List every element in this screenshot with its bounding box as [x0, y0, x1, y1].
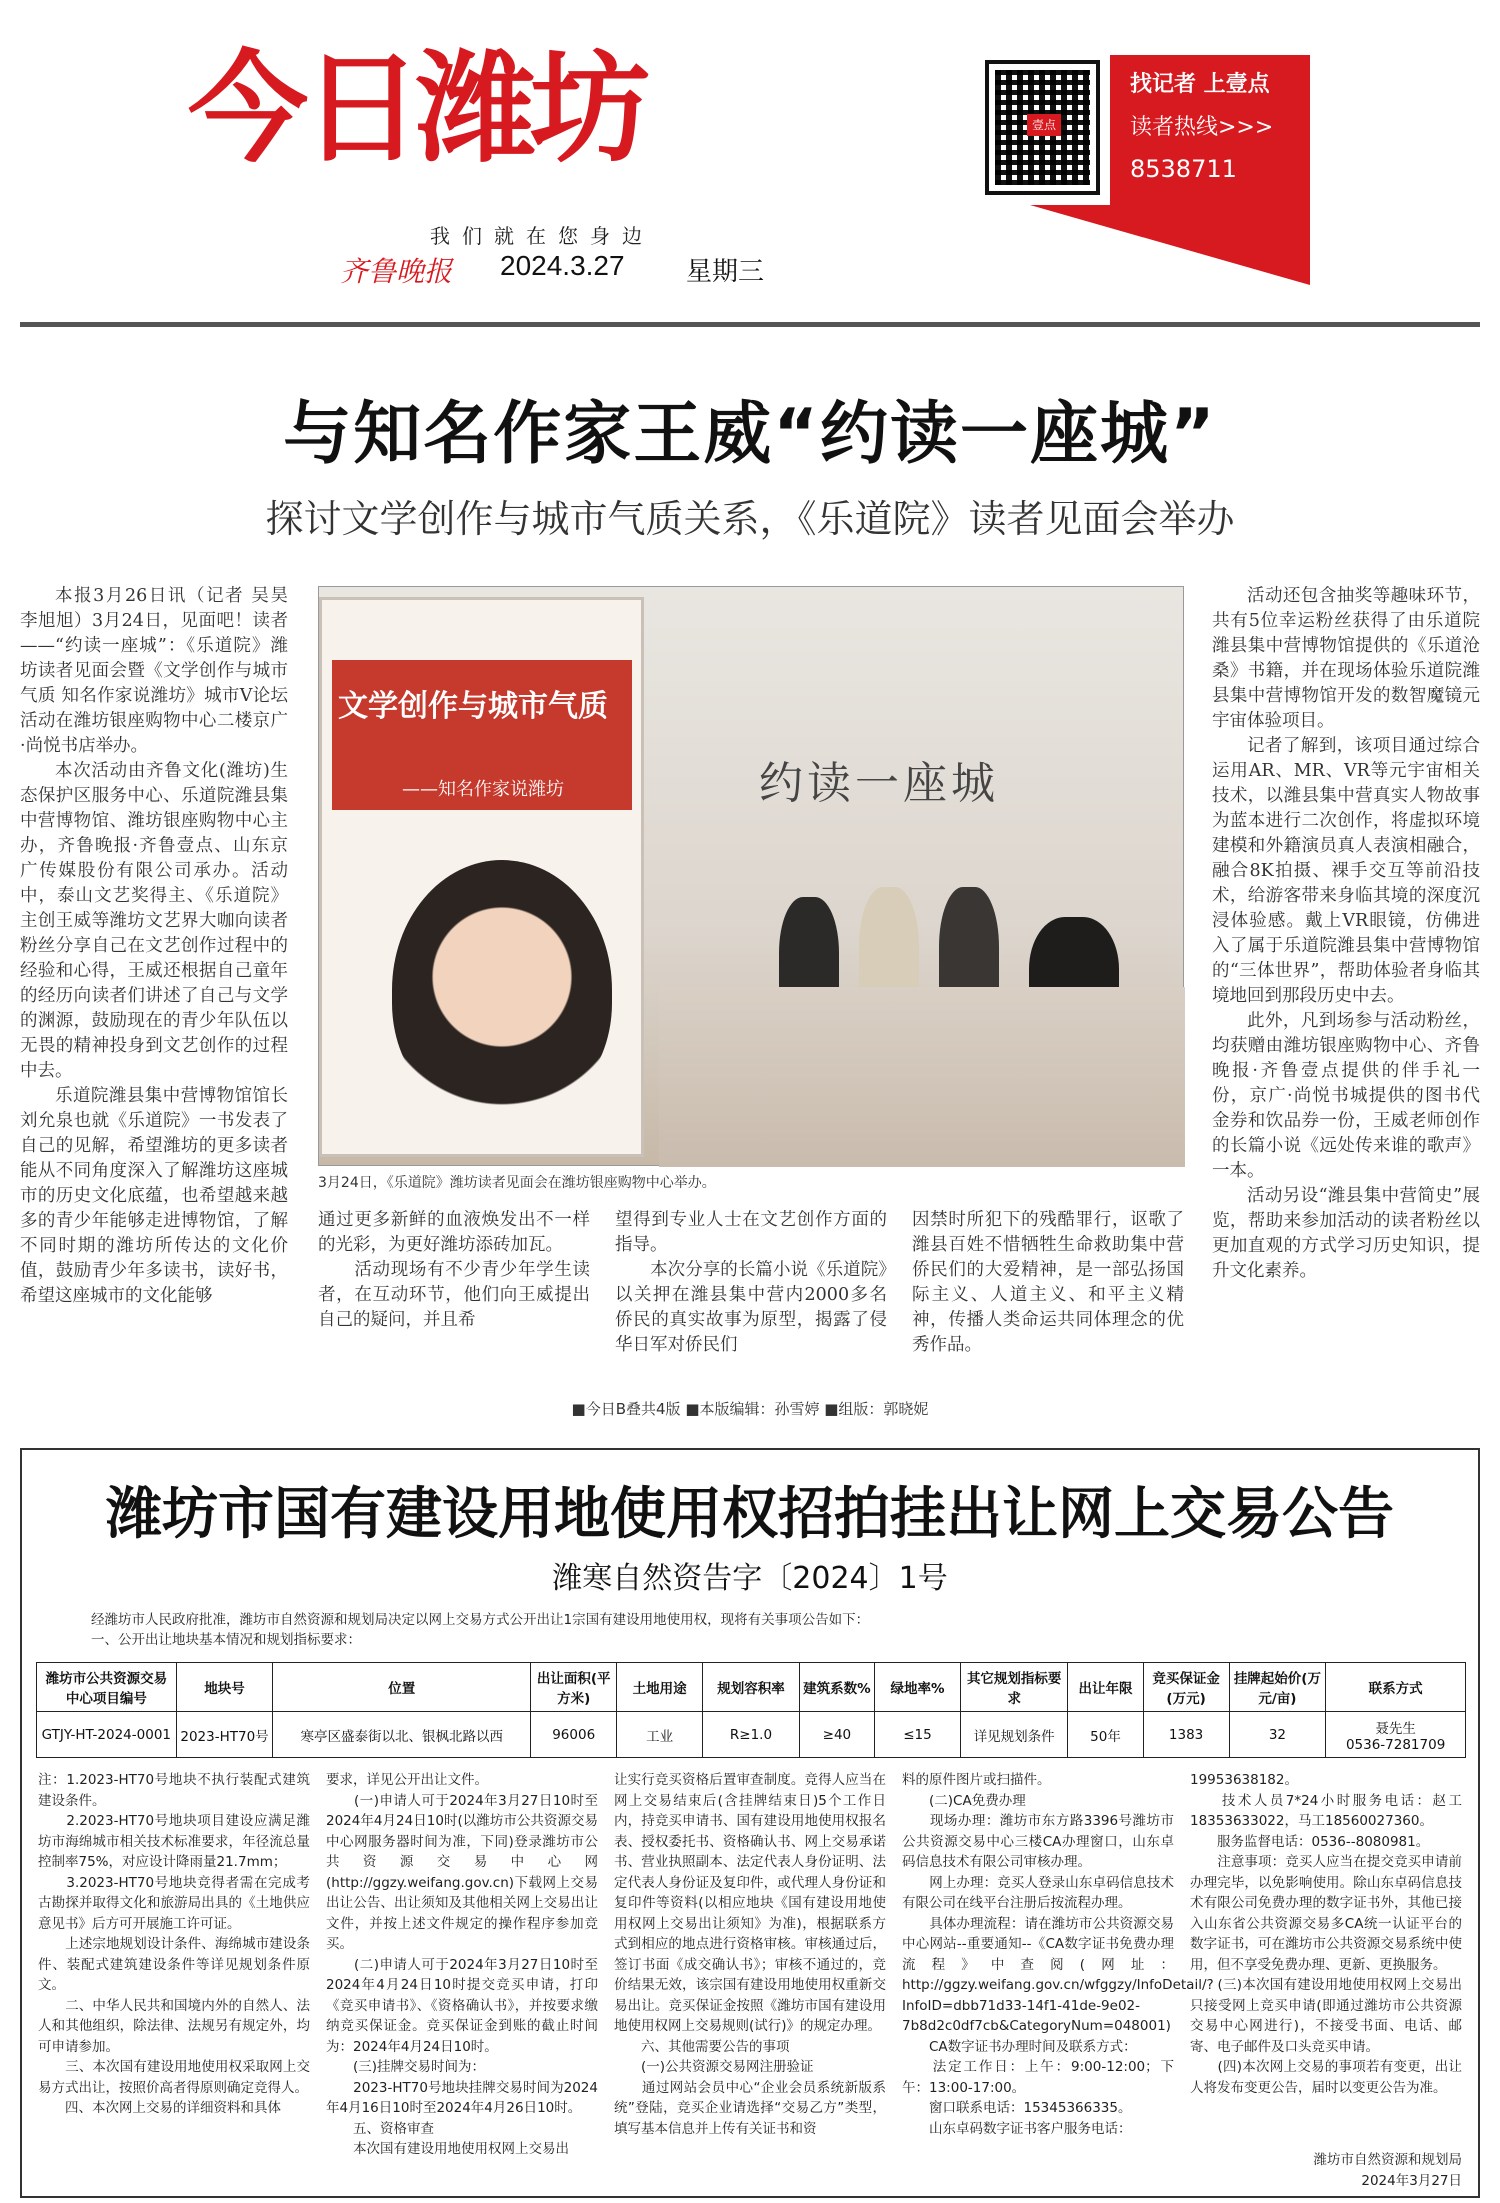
article-column-4: 因禁时所犯下的残酷罪行，讴歌了潍县百姓不惜牺牲生命救助集中营侨民们的大爱精神，是一部弘扬国际主义、人道主义、和平主义精神，传播人类命运共同体理念的优秀作品。	[912, 1210, 1184, 1355]
table-cell: 1383	[1143, 1712, 1229, 1758]
table-header: 联系方式	[1326, 1663, 1466, 1712]
hotline-number: 8538711	[1130, 155, 1237, 183]
article-subhead: 探讨文学创作与城市气质关系，《乐道院》读者见面会举办	[265, 497, 1235, 541]
table-header: 绿地率%	[875, 1663, 961, 1712]
event-poster	[319, 597, 644, 1157]
notice-date: 2024年3月27日	[1361, 2172, 1462, 2189]
masthead-rule	[20, 322, 1480, 327]
article-paragraph: 记者了解到，该项目通过综合运用AR、MR、VR等元宇宙相关技术，以潍县集中营真实人物故事为蓝本进行二次创作，将虚拟环境建模和外籍演员真人表演相融合，融合8K拍摄、裸手交互等前沿技术，给游客带来身临其境的深度沉浸体验感。戴上VR眼镜，仿佛进入了属于乐道院潍县集中营博物馆的“三体世界”，帮助体验者身临其境地回到那段历史中去。	[1212, 736, 1480, 1006]
notice-column-5: 19953638182。 技术人员7*24小时服务电话：赵工18353633022，马工18560027360。 服务监督电话：0536--8080981。 注意事项：竞买人应当在提交竞买申请前办理完毕，以免影响使用。除山东卓码信息技术有限公司免费办理的数字证书外，其他已接入山东省公共资源交易多CA统一认证平台的数字证书，可在潍坊市公共资源交易系统中使用，但不享受免费办理、更新、更换服务。 (三)本次国有建设用地使用权网上交易出只接受网上竞买申请(即通过潍坊市公共资源交易中心网进行)，不接受书面、电话、邮寄、电子邮件及口头竞买申请。 (四)本次网上交易的事项若有变更，出让人将发布变更公告，届时以变更公告为准。	[1190, 1772, 1462, 2096]
hotline-line1: 找记者 上壹点	[1130, 72, 1270, 97]
table-header-row	[37, 1663, 1466, 1712]
paper-name: 齐鲁晚报	[340, 255, 453, 288]
table-cell: ≤15	[875, 1712, 961, 1758]
article-headline: 与知名作家王威“约读一座城”	[283, 395, 1217, 474]
article-column-1	[20, 584, 288, 1354]
table-cell: 2023-HT70号	[176, 1712, 273, 1758]
hotline-line2: 读者热线>>>	[1130, 115, 1274, 140]
article-paragraph: 乐道院潍县集中营博物馆馆长刘允泉也就《乐道院》一书发表了自己的见解，希望潍坊的更多读者能从不同角度深入了解潍坊这座城市的历史文化底蕴，也希望越来越多的青少年能够走进博物馆，了解不同时期的潍坊所传达的文化价值，鼓励青少年多读书，读好书，希望这座城市的文化能够	[20, 1086, 288, 1306]
notice-intro-heading: 一、公开出让地块基本情况和规划指标要求：	[91, 1632, 361, 1648]
masthead-slogan: 我们就在您身边	[430, 224, 654, 248]
table-header: 土地用途	[617, 1663, 703, 1712]
notice-signature	[1190, 2150, 1462, 2191]
poster-subtitle: ——知名作家说潍坊	[402, 779, 564, 800]
notice-issuer: 潍坊市自然资源和规划局	[1313, 2152, 1462, 2168]
table-header: 位置	[273, 1663, 531, 1712]
table-header: 建筑系数%	[799, 1663, 874, 1712]
qr-logo: 壹点	[1027, 114, 1061, 136]
notice-column-4: 料的原件图片或扫描件。 (二)CA免费办理 现场办理：潍坊市东方路3396号潍坊市公共资源交易中心三楼CA办理窗口，山东卓码信息技术有限公司审核办理。 网上办理：竞买人登录山东卓码信息技术有限公司在线平台注册后按流程办理。 具体办理流程：请在潍坊市公共资源交易中心网站--重要通知--《CA数字证书免费办理流程》中查阅(网址：http://ggzy.weifang.gov.cn/wfggzy/InfoDetail/?InfoID=dbb71d33-14f1-41de-9e02-7b8d2c0df7cb&CategoryNum=048001) CA数字证书办理时间及联系方式： 法定工作日：上午：9:00-12:00；下午：13:00-17:00。 窗口联系电话：15345366335。 山东卓码数字证书客户服务电话：	[902, 1772, 1214, 2137]
table-header: 挂牌起始价(万元/亩)	[1229, 1663, 1326, 1712]
table-header: 竞买保证金(万元)	[1143, 1663, 1229, 1712]
table-cell: 32	[1229, 1712, 1326, 1758]
table-row	[37, 1712, 1466, 1758]
issue-date: 2024.3.27	[500, 250, 625, 281]
article-column-3: 望得到专业人士在文艺创作方面的指导。 本次分享的长篇小说《乐道院》以关押在潍县集中营内2000多名侨民的真实故事为原型，揭露了侵华日军对侨民们	[615, 1210, 887, 1355]
qr-code-icon[interactable]	[985, 60, 1100, 195]
table-header: 出让面积(平方米)	[531, 1663, 617, 1712]
notice-subtitle: 潍寒自然资告字〔2024〕1号	[552, 1561, 948, 1596]
table-cell: 详见规划条件	[960, 1712, 1067, 1758]
table-cell: 寒亭区盛泰街以北、银枫北路以西	[273, 1712, 531, 1758]
issue-weekday: 星期三	[686, 257, 765, 287]
table-header: 规划容积率	[703, 1663, 800, 1712]
table-header: 其它规划指标要求	[960, 1663, 1067, 1712]
author-portrait	[392, 860, 612, 1120]
page-credits: ■今日B叠共4版 ■本版编辑：孙雪婷 ■组版：郭晓妮	[571, 1400, 929, 1418]
article-paragraph: 活动还包含抽奖等趣味环节，共有5位幸运粉丝获得了由乐道院潍县集中营博物馆提供的《乐道沧桑》书籍，并在现场体验乐道院潍县集中营博物馆开发的数智魔镜元宇宙体验项目。	[1212, 586, 1480, 731]
masthead-red-wedge	[1030, 205, 1310, 285]
table-header: 地块号	[176, 1663, 273, 1712]
notice-column-1: 注：1.2023-HT70号地块不执行装配式建筑建设条件。 2.2023-HT70号地块项目建设应满足潍坊市海绵城市相关技术标准要求，年径流总量控制率75%，对应设计降雨量21.7mm； 3.2023-HT70号地块竞得者需在完成考古勘探并取得文化和旅游局出具的《土地供应意见书》后方可开展施工许可证。 上述宗地规划设计条件、海绵城市建设条件、装配式建筑建设条件等详见规划条件原文。 二、中华人民共和国境内外的自然人、法人和其他组织，除法律、法规另有规定外，均可申请参加。 三、本次国有建设用地使用权采取网上交易方式出让，按照价高者得原则确定竞得人。 四、本次网上交易的详细资料和具体	[38, 1772, 310, 2116]
table-cell: R≥1.0	[703, 1712, 800, 1758]
notice-column-3: 让实行竞买资格后置审查制度。竞得人应当在网上交易结束后(含挂牌结束日)5个工作日内，持竞买申请书、国有建设用地使用权报名表、授权委托书、资格确认书、网上交易承诺书、营业执照副本、法定代表人身份证明、法定代表人身份证及复印件，或代理人身份证和复印件等资料(以相应地块《国有建设用地使用权网上交易出让须知》为准)，根据联系方式到相应的地点进行资格审核。审核通过后，签订书面《成交确认书》；审核不通过的，竞价结果无效，该宗国有建设用地使用权重新交易出让。竞买保证金按照《潍坊市国有建设用地使用权网上交易规则(试行)》的规定办理。 六、其他需要公告的事项 (一)公共资源交易网注册验证 通过网站会员中心“企业会员系统新版系统”登陆，竞买企业请选择“交易乙方”类型，填写基本信息并上传有关证书和资	[614, 1772, 886, 2137]
masthead-title: 今日潍坊	[188, 40, 644, 179]
table-cell: 工业	[617, 1712, 703, 1758]
notice-column-2: 要求，详见公开出让文件。 (一)申请人可于2024年3月27日10时至2024年4月24日10时(以潍坊市公共资源交易中心网服务器时间为准，下同)登录潍坊市公共资源交易中心网(http://ggzy.weifang.gov.cn)下载网上交易出让公告、出让须知及其他相关网上交易出让文件，并按上述文件规定的操作程序参加竞买。 (二)申请人可于2024年3月27日10时至2024年4月24日10时提交竞买申请，打印《竞买申请书》、《资格确认书》，并按要求缴纳竞买保证金。竞买保证金到账的截止时间为：2024年4月24日10时。 (三)挂牌交易时间为： 2023-HT70号地块挂牌交易时间为2024年4月16日10时至2024年4月26日10时。 五、资格审查 本次国有建设用地使用权网上交易出	[326, 1772, 598, 2157]
article-paragraph: 本次活动由齐鲁文化(潍坊)生态保护区服务中心、乐道院潍县集中营博物馆、潍坊银座购物中心主办，齐鲁晚报·齐鲁壹点、山东京广传媒股份有限公司承办。活动中，泰山文艺奖得主、《乐道院》主创王威等潍坊文艺界大咖向读者粉丝分享自己在文艺创作过程中的经验和心得，王威还根据自己童年的经历向读者们讲述了自己与文学的渊源，鼓励现在的青少年队伍以无畏的精神投身到文艺创作的过程中去。	[20, 761, 288, 1081]
table-cell: 聂先生 0536-7281709	[1326, 1712, 1466, 1758]
photo-caption: 3月24日，《乐道院》潍坊读者见面会在潍坊银座购物中心举办。	[318, 1175, 716, 1191]
article-paragraph: 活动另设“潍县集中营简史”展览，帮助来参加活动的读者粉丝以更加直观的方式学习历史知识，提升文化素养。	[1212, 1186, 1480, 1281]
notice-intro-text: 经潍坊市人民政府批准，潍坊市自然资源和规划局决定以网上交易方式公开出让1宗国有建设用地使用权，现将有关事项公告如下：	[91, 1612, 870, 1628]
table-cell: ≥40	[799, 1712, 874, 1758]
poster-title: 文学创作与城市气质	[338, 689, 608, 724]
notice-intro	[64, 1610, 1444, 1650]
notice-title: 潍坊市国有建设用地使用权招拍挂出让网上交易公告	[106, 1481, 1394, 1547]
event-photo	[318, 586, 1184, 1166]
article-paragraph: 此外，凡到场参与活动粉丝，均获赠由潍坊银座购物中心、齐鲁晚报·齐鲁壹点提供的伴手礼一份，京广·尚悦书城提供的图书代金券和饮品券一份，王威老师创作的长篇小说《远处传来谁的歌声》一本。	[1212, 1011, 1480, 1181]
article-column-5	[1212, 584, 1480, 1354]
table-cell: 96006	[531, 1712, 617, 1758]
table-header: 出让年限	[1068, 1663, 1143, 1712]
article-column-2: 通过更多新鲜的血液焕发出不一样的光彩，为更好潍坊添砖加瓦。 活动现场有不少青少年学生读者，在互动环节，他们向王威提出自己的疑问，并且希	[318, 1210, 590, 1330]
table-cell: 50年	[1068, 1712, 1143, 1758]
table-cell: GTJY-HT-2024-0001	[37, 1712, 177, 1758]
table-header: 潍坊市公共资源交易中心项目编号	[37, 1663, 177, 1712]
reader-hotline-box	[1110, 55, 1310, 205]
land-parcel-table	[36, 1662, 1466, 1758]
wall-slogan: 约读一座城	[759, 758, 999, 809]
article-paragraph: 本报3月26日讯（记者 吴昊 李旭旭）3月24日，见面吧！读者——“约读一座城”：《乐道院》潍坊读者见面会暨《文学创作与城市气质 知名作家说潍坊》城市V论坛活动在潍坊银座购物中心二楼京广·尚悦书店举办。	[20, 586, 288, 756]
